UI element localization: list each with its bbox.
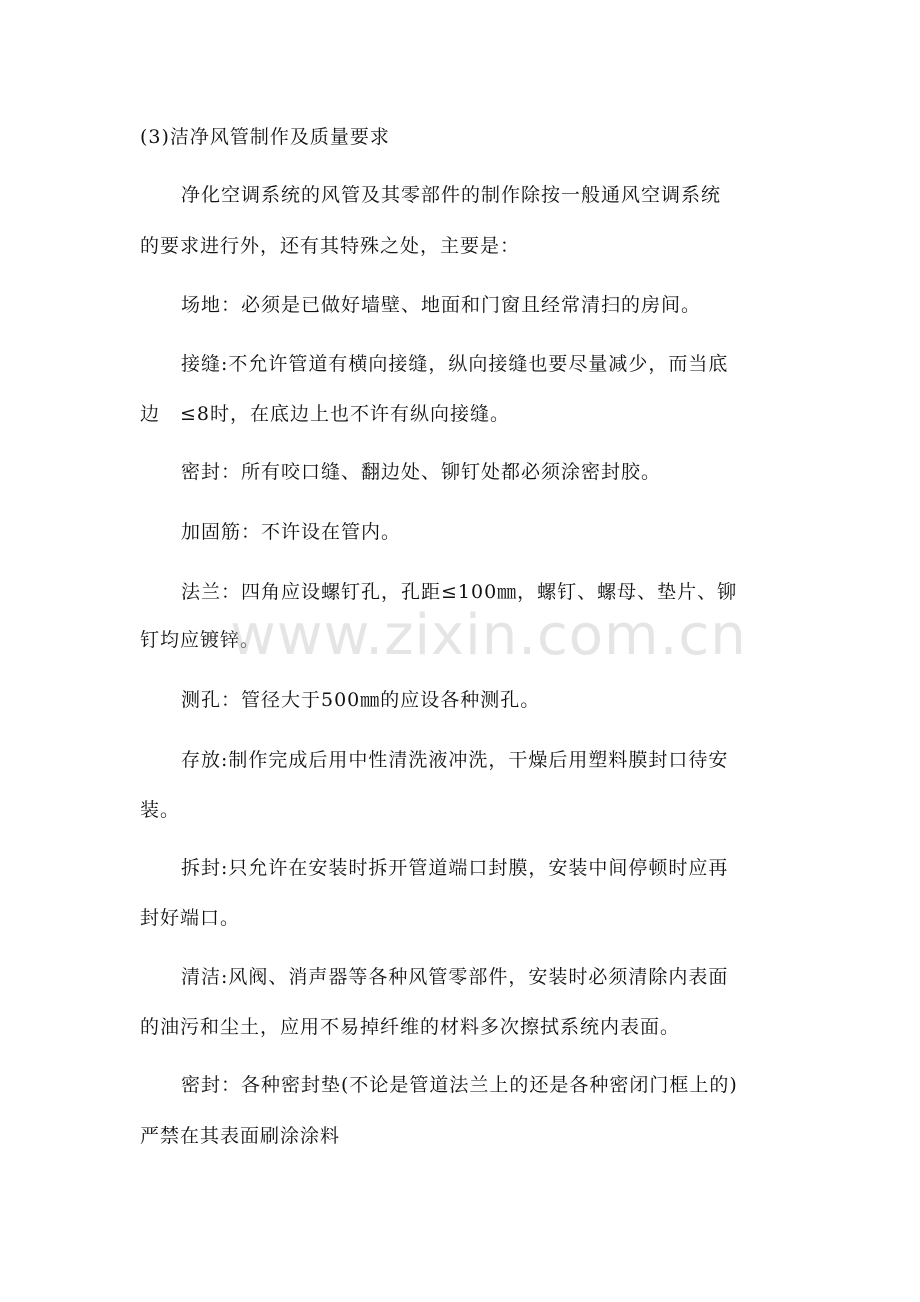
paragraph-line: 拆封:只允许在安装时拆开管道端口封膜，安装中间停顿时应再 [181, 857, 729, 879]
paragraph-line: 边 ≤8时，在底边上也不许有纵向接缝。 [140, 403, 511, 425]
paragraph-line: 封好端口。 [140, 907, 241, 929]
paragraph-line: 密封：各种密封垫(不论是管道法兰上的还是各种密闭门框上的) [181, 1074, 738, 1096]
paragraph-line: 接缝:不允许管道有横向接缝，纵向接缝也要尽量减少，而当底 [181, 353, 729, 375]
paragraph-line: 场地：必须是已做好墙壁、地面和门窗且经常清扫的房间。 [181, 294, 702, 316]
paragraph-line: 装。 [140, 799, 181, 821]
paragraph-line: 的要求进行外，还有其特殊之处，主要是： [140, 235, 521, 257]
paragraph-line: 严禁在其表面刷涂涂料 [140, 1125, 341, 1147]
paragraph-line: 法兰：四角应设螺钉孔，孔距≤100㎜，螺钉、螺母、垫片、铆 [181, 581, 738, 603]
paragraph-line: 密封：所有咬口缝、翻边处、铆钉处都必须涂密封胶。 [181, 461, 662, 483]
paragraph-line: 加固筋：不许设在管内。 [181, 521, 402, 543]
paragraph-line: 清洁:风阀、消声器等各种风管零部件，安装时必须清除内表面 [181, 966, 729, 988]
paragraph-line: 的油污和尘土，应用不易掉纤维的材料多次擦拭系统内表面。 [140, 1016, 681, 1038]
section-heading: (3)洁净风管制作及质量要求 [140, 126, 390, 148]
paragraph-line: 净化空调系统的风管及其零部件的制作除按一般通风空调系统 [181, 184, 722, 206]
paragraph-line: 存放:制作完成后用中性清洗液冲洗，干燥后用塑料膜封口待安 [181, 749, 729, 771]
watermark: www.zixin.com.cn [230, 603, 747, 668]
paragraph-line: 测孔：管径大于500㎜的应设各种测孔。 [181, 689, 541, 711]
paragraph-line: 钉均应镀锌。 [140, 629, 261, 651]
